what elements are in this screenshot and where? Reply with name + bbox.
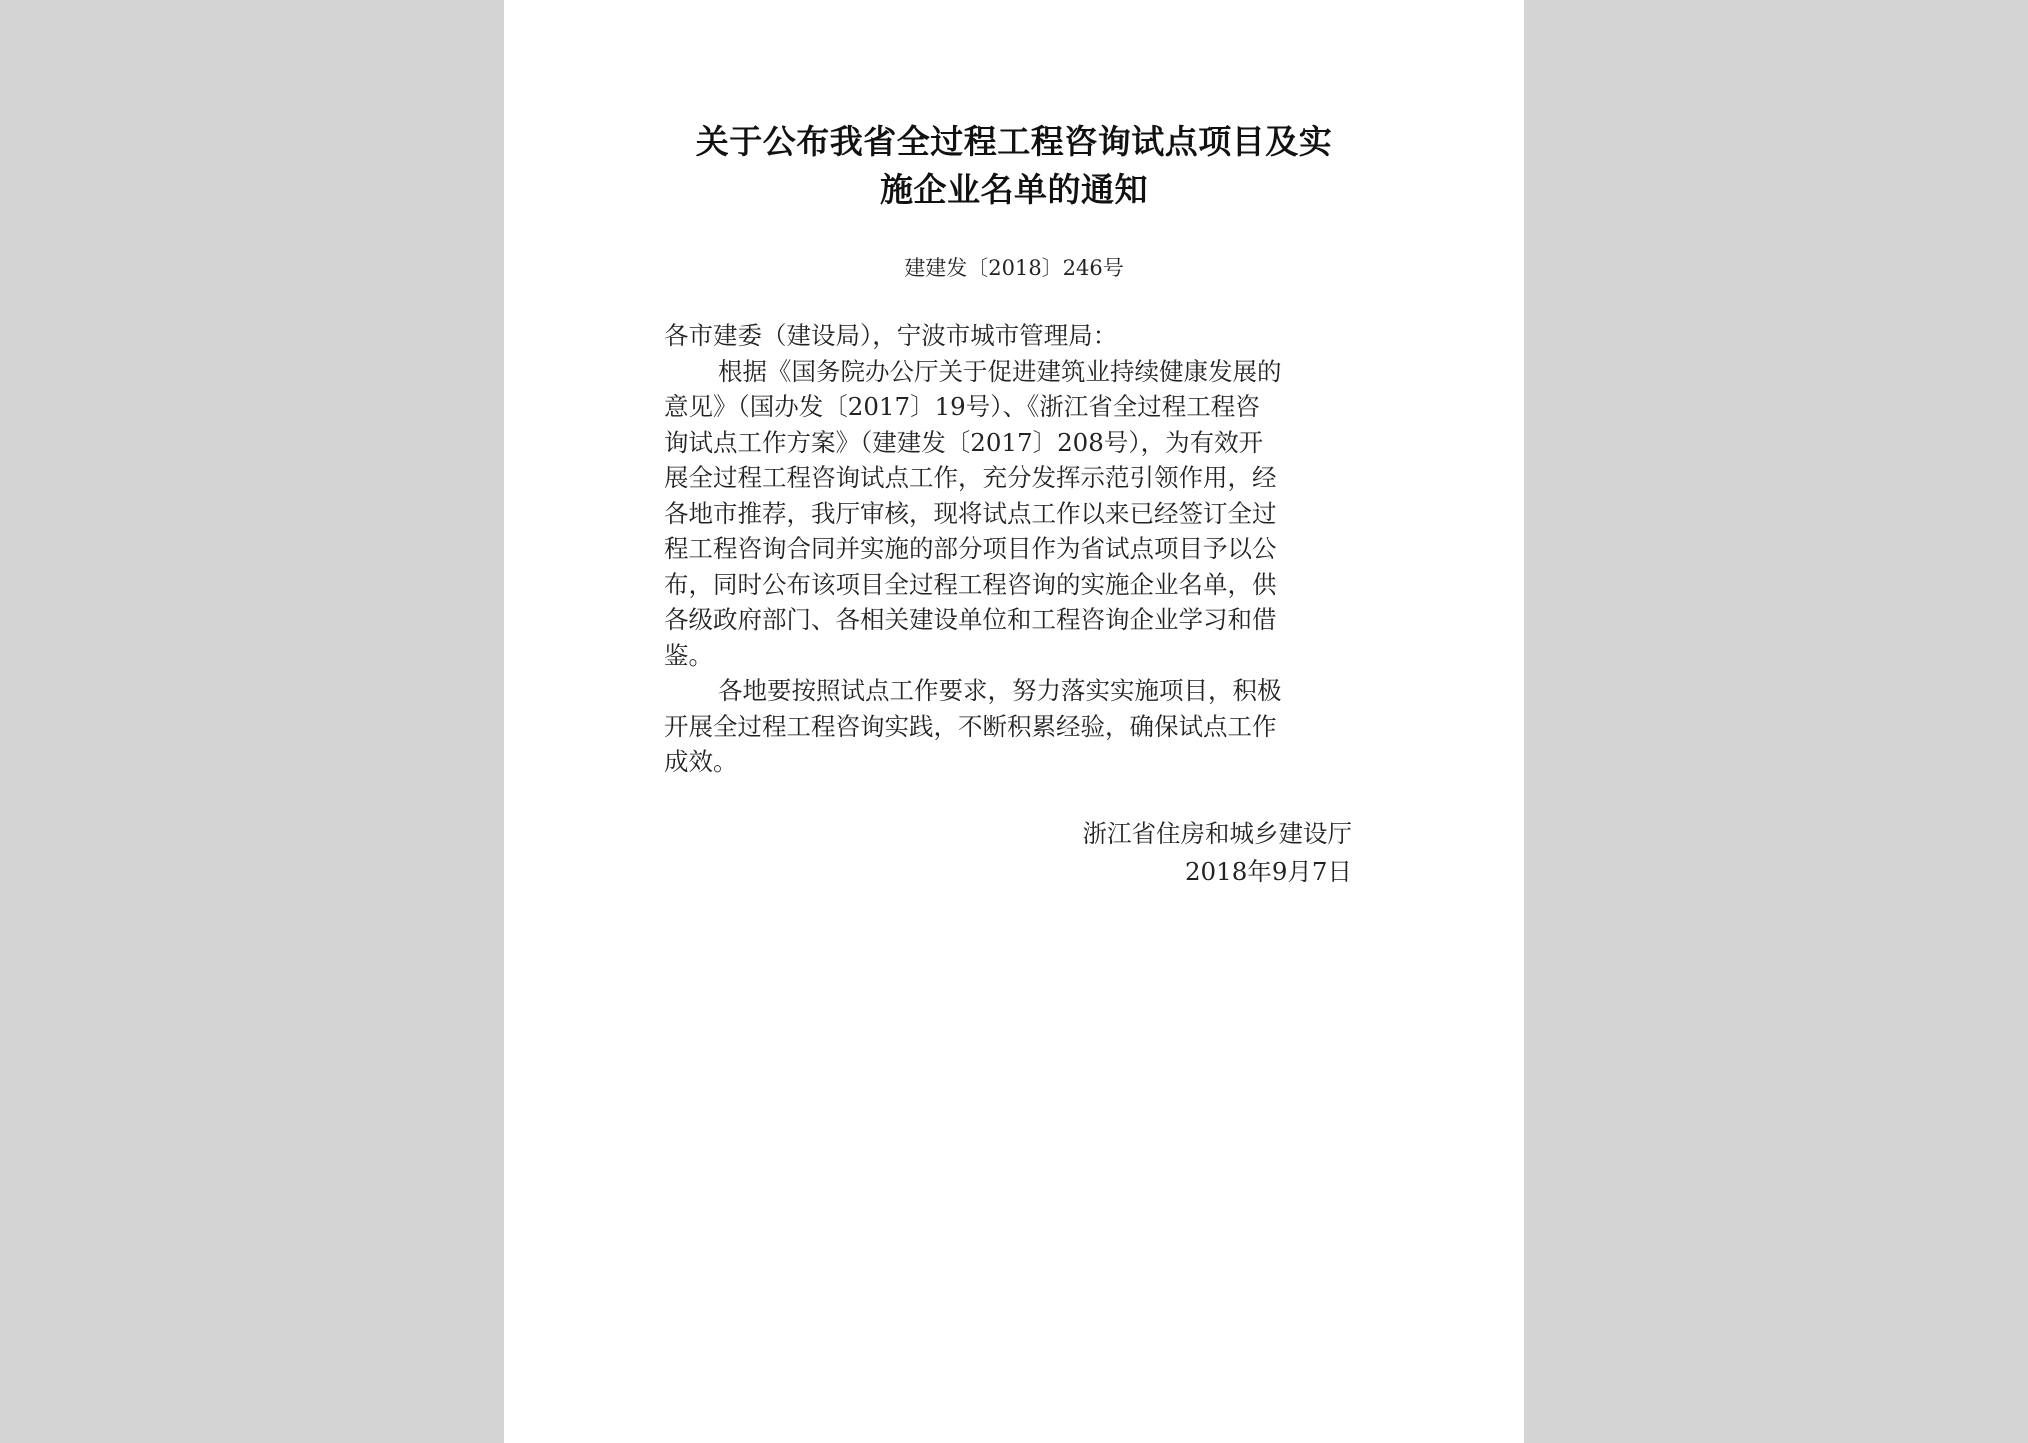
paragraph-2 — [664, 673, 1364, 780]
document-title — [504, 118, 1524, 214]
paragraph-1-line: 询试点工作方案》（建建发〔2017〕208号），为有效开 — [664, 427, 1264, 457]
issuer: 浙江省住房和城乡建设厅 — [1082, 819, 1352, 848]
paragraph-1-line: 意见》（国办发〔2017〕19号）、《浙江省全过程工程咨 — [664, 392, 1260, 421]
paragraph-1-line: 各地市推荐，我厅审核，现将试点工作以来已经签订全过 — [664, 498, 1277, 528]
paragraph-1-line: 布，同时公布该项目全过程工程咨询的实施企业名单，供 — [664, 569, 1277, 599]
title-line-2: 施企业名单的通知 — [880, 170, 1148, 209]
paragraph-1-line: 各级政府部门、各相关建设单位和工程咨询企业学习和借 — [664, 605, 1277, 634]
issue-date: 2018年9月7日 — [1184, 857, 1352, 886]
paragraph-1 — [664, 354, 1364, 674]
salutation — [664, 318, 1364, 354]
salutation-line: 各市建委（建设局），宁波市城市管理局： — [664, 321, 1118, 350]
paragraph-1-line: 展全过程工程咨询试点工作，充分发挥示范引领作用，经 — [664, 463, 1277, 492]
title-line-1: 关于公布我省全过程工程咨询试点项目及实 — [695, 122, 1333, 161]
paragraph-1-line: 根据《国务院办公厅关于促进建筑业持续健康发展的 — [718, 356, 1282, 386]
paragraph-1-line: 程工程咨询合同并实施的部分项目作为省试点项目予以公 — [664, 534, 1277, 563]
document-page — [504, 0, 1524, 1443]
paragraph-1-line: 鉴。 — [664, 640, 713, 670]
signature-block — [1083, 815, 1353, 891]
paragraph-2-line: 成效。 — [664, 747, 738, 776]
paragraph-2-line: 各地要按照试点工作要求，努力落实实施项目，积极 — [718, 676, 1282, 705]
document-body — [664, 318, 1364, 780]
paragraph-2-line: 开展全过程工程咨询实践，不断积累经验，确保试点工作 — [664, 711, 1277, 741]
document-number: 建建发〔2018〕246号 — [904, 256, 1124, 280]
